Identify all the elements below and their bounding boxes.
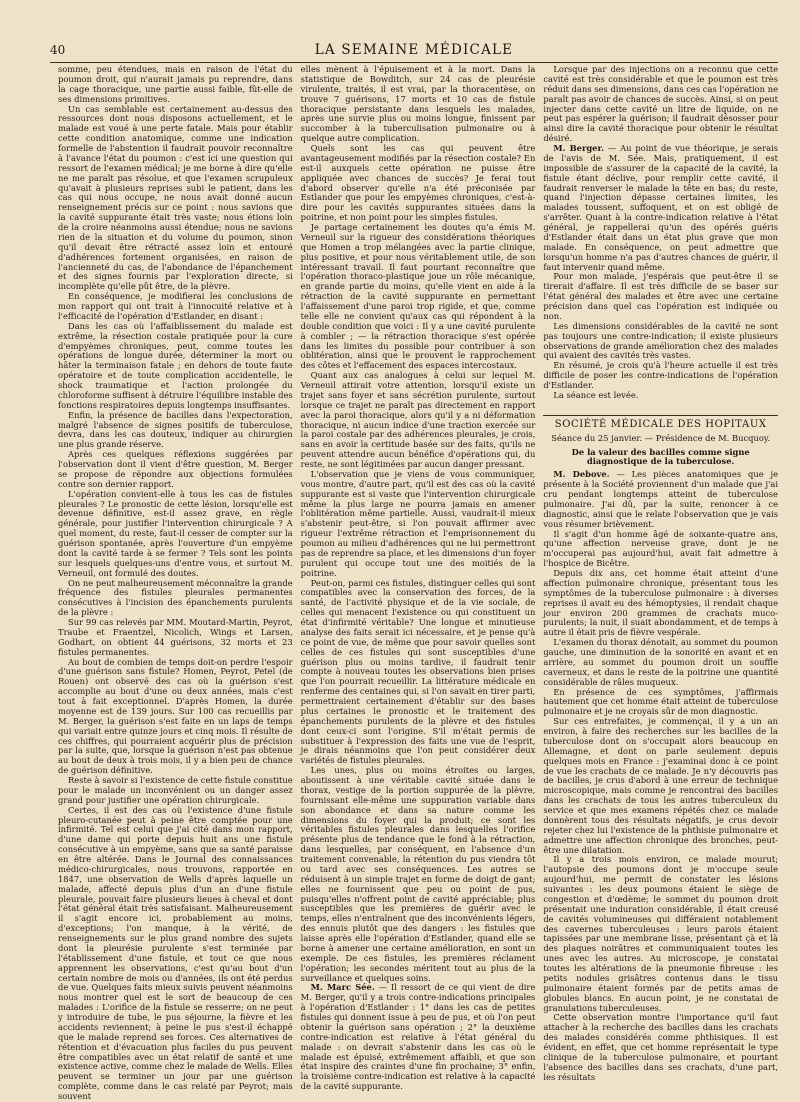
- speaker-paragraph: [301, 983, 536, 1092]
- paragraph: Je partage certainement les doutes qu'a émis M. Verneuil sur la rigueur des considérations théoriques que Homen a trop mélangées avec la partie clinique, plus positive, et pour nous véritablement utile, de son intéressant travail. Il faut pourtant reconnaître que l'opération thoraco-plastique joue un rôle mécanique, en grande partie du moins, qu'elle vient en aide à la rétraction de la cavité suppurante en permettant l'affaissement d'une paroi trop rigide, et que, comme telle elle ne convient qu'aux cas qui répondent à la double condition que voici : Il y a une cavité purulente à combler ; — la rétraction thoracique s'est opérée dans les limites du possible pour contribuer à son oblitération, ainsi que le prouvent le rapprochement des côtes et l'effacement des espaces intercostaux.: [300, 222, 536, 371]
- paragraph: Certes, il est des cas où l'existence d'une fistule pleuro-cutanée peut à peine être comptée pour une infirmité. Tel est celui que j'ai cité dans mon rapport, d'une dame qui porte depuis huit ans une fistule consécutive à un empyème, sans que sa santé paraisse en être altérée. Dans le Journal des connaissances médico-chirurgicales, nous trouvons, rapportée en 1847, une observation de Wells d'après laquelle un malade, affecté depuis plus d'un an d'une fistule pleurale, pouvait faire plusieurs lieues à cheval et dont l'état général était très satisfaisant. Malheureusement il s'agit encore ici, probablement au moins, d'exceptions; l'on manque, à la vérité, de renseignements sur le plus grand nombre des sujets dont la pleurésie purulente s'est terminée par l'établissement d'une fistule, et tout ce que nous apprennent les observations, c'est qu'au bout d'un certain nombre de mois ou d'années, ils ont été perdus de vue. Quelques faits mieux suivis peuvent néanmoins nous montrer quel est le sort de beaucoup de ces malades : L'orifice de la fistule se resserre; on ne peut y introduire de tube, le pus séjourne, la fièvre et les accidents reviennent; à peine le pus s'est-il échappé que le malade reprend ses forces. Ces alternatives de rétention et d'évacuation plus faciles du pus peuvent être compatibles avec un état relatif de santé et une existence active, comme chez le malade de Wells. Elles peuvent se terminer un jour par une guérison complète, comme dans le cas relaté par Peyrot; mais souvent: [58, 804, 293, 1101]
- paragraph: Depuis dix ans, cet homme était atteint d'une affection pulmonaire chronique, présentant tous les symptômes de la tuberculose pulmonaire : à diverses reprises il avait eu des hémoptysies, il rendait chaque jour environ 200 grammes de crachats muco-purulents; la nuit, il suait abondamment, et de temps à autre il était pris de fièvre vespérale.: [543, 568, 779, 638]
- paragraph: L'opération convient-elle à tous les cas de fistules pleurales ? Le pronostic de cette lésion, lorsqu'elle est devenue définitive, est-il assez grave, en règle générale, pour justifier l'intervention chirurgicale ? A quel moment, du reste, faut-il cesser de compter sur la guérison spontanée, après l'ouverture d'un empyème dont la cavité tarde à se fermer ? Tels sont les points sur lesquels quelques-uns d'entre vous, et surtout M. Verneuil, ont formulé des doutes.: [58, 488, 293, 578]
- paragraph: On ne peut malheureusement méconnaître la grande fréquence des fistules pleurales permanentes consécutives à l'incision des épanchements purulents de la plèvre :: [58, 577, 293, 618]
- paragraph: Un cas semblable est certainement au-dessus des ressources dont nous disposons actuellement, et le malade est voué à une perte fatale. Mais pour établir cette condition anatomique, comme une indication formelle de l'abstention il faudrait pouvoir reconnaître à l'avance l'état du poumon : c'est ici une question qui ressort de l'examen médical; je me borne à dire qu'elle ne me paraît pas résolue, et que l'examen scrupuleux qu'avait à plusieurs reprises subi le patient, dans les cas qui nous occupe, ne nous avait donné aucun renseignement précis sur ce point : nous savions que la cavité suppurante était très vaste; nous étions loin de la croire néanmoins aussi étendue; nous ne savions rien de la situation et du volume du poumon, sinon qu'il devait être rétracté assez loin et entouré d'adhérences fortement organisées, en raison de l'ancienneté du cas, de l'abondance de l'épanchement et des signes fournis par l'exploration directe, si incomplète qu'elle pût être, de la plèvre.: [58, 103, 293, 292]
- section-title: SOCIÉTÉ MÉDICALE DES HOPITAUX: [543, 415, 778, 430]
- paragraph: Quels sont les cas qui peuvent être avantageusement modifiés par la résection costale? En est-il auxquels cette opération ne puisse être appliquée avec chances de succès? Je ferai tout d'abord observer qu'elle n'a été préconisée par Estlander que pour les empyèmes chroniques, c'est-à-dire pour les cavités suppurantes situées dans la poitrine, et non point pour les simples fistules.: [300, 143, 536, 223]
- paragraph: Après ces quelques réflexions suggérées par l'observation dont il vient d'être question, M. Berger se propose de répondre aux objections formulées contre son dernier rapport.: [58, 449, 293, 489]
- speaker-text: — Il ressort de ce qui vient de dire M. Berger, qu'il y a trois contre-indications principales à l'opération d'Estlander : 1° dans les cas de petites fistules qui donnent issue à peu de pus, et où l'on peut obtenir la guérison sans opération ; 2° la deuxième contre-indication est relative à l'état général du malade : on devrait s'abstenir dans les cas où le malade est épuisé, extrêmement affaibli, et que son état inspire des craintes d'une fin prochaine; 3° enfin, la troisième contre-indication est relative à la capacité de la cavité suppurante.: [300, 982, 536, 1092]
- speaker-name: M. Marc Sée.: [310, 982, 375, 993]
- paragraph: L'observation que je viens de vous communiquer, vous montre, d'autre part, qu'il est des cas où la cavité suppurante est si vaste que l'intervention chirurgicale même la plus large ne pourra jamais en amener l'oblitération même partielle. Aussi, vaudrait-il mieux s'abstenir peut-être, si l'on pouvait affirmer avec rigueur l'extrême rétraction et l'emprisonnement du poumon au milieu d'adhérences qui ne lui permettront pas de reprendre sa place, et les dimensions d'un foyer purulent qui occupe tout une des moitiés de la poitrine.: [300, 468, 536, 578]
- paragraph: elles mènent à l'épuisement et à la mort. Dans la statistique de Bowditch, sur 24 cas de pleurésie virulente, traités, il est vrai, par la thoracentèse, on trouve 7 guérisons, 17 morts et 10 cas de fistule thoracique persistante dans lesquels les malades, après une survie plus ou moins longue, finissent par succomber à la tuberculisation pulmonaire ou à quelque autre complication.: [300, 64, 536, 144]
- column-1: [58, 64, 293, 1101]
- paragraph: Dans les cas où l'affaiblissement du malade est extrême, la résection costale pratiquée pour la cure d'empyèmes chroniques, peut, comme toutes les opérations de longue durée, déterminer la mort ou hâter la terminaison fatale ; en dehors de toute faute opératoire et de toute complication accidentelle, le shock traumatique et l'action prolongée du chloroforme suffisent à détruire l'équilibre instable des fonctions respiratoires depuis longtemps insuffisantes.: [58, 320, 293, 410]
- journal-title: LA SEMAINE MÉDICALE: [314, 42, 514, 58]
- paragraph: Cette observation montre l'importance qu'il faut attacher à la recherche des bacilles dans les crachats des malades considérés comme phthisiques. Il est évident, en effet, que cet homme représentait le type clinique de la tuberculose pulmonaire, et pourtant l'absence des bacilles dans ses crachats, d'une part, les résultats: [543, 1012, 779, 1082]
- paragraph: En présence de ces symptômes, j'affirmais hautement que cet homme était atteint de tuberculose pulmonaire et je ne croyais sûr de mon diagnostic.: [543, 686, 779, 717]
- speaker-paragraph: [543, 470, 778, 529]
- column-3: [543, 65, 778, 1081]
- paragraph: Il s'agit d'un homme âgé de soixante-quatre ans, qu'une affection nerveuse grave, dont je ne m'occuperai pas aujourd'hui, avait fait admettre à l'hospice de Bicêtre.: [543, 528, 779, 569]
- paragraph: Lorsque par des injections on a reconnu que cette cavité est très considérable et que le poumon est très réduit dans ses dimensions, dans ces cas l'opération ne paraît pas avoir de chances de succès. Ainsi, si on peut injecter dans cette cavité un litre de liquide, on ne peut pas espérer la guérison; il faudrait désosser pour ainsi dire la cavité thoracique pour obtenir le résultat désiré.: [543, 64, 779, 144]
- text-columns: [58, 64, 779, 1101]
- paragraph: La séance est levée.: [553, 389, 639, 400]
- speaker-text: — Les pièces anatomiques que je présente à la Société proviennent d'un malade que j'ai cru pendant longtemps atteint de tuberculose pulmonaire. J'ai dû, par la suite, renoncer à ce diagnostic, ainsi que le relate l'observation que je vais vous résumer brièvement.: [543, 469, 779, 529]
- paragraph: Les unes, plus ou moins étroites ou larges, aboutissent à une véritable cavité située dans le thorax, vestige de la portion suppurée de la plèvre, fournissant elle-même une suppuration variable dans son abondance et dans sa nature comme les dimensions du foyer qui la produit; ce sont les véritables fistules pleurales dans lesquelles l'orifice présente plus de tendance que le fond à la rétraction, dans lesquelles, par conséquent, en l'absence d'un traitement convenable, la rétention du pus viendra tôt ou tard avec ses conséquences. Les autres se réduisent à un simple trajet en forme de doigt de gant; elles ne fournissent que peu ou point de pus, puisqu'elles n'offrent point de cavité appréciable; plus susceptibles que les premières de guérir avec le temps, elles n'entraînent que des inconvénients légers, des ennuis plutôt que des dangers : les fistules que laisse après elle l'opération d'Estlander, quand elle se borne à amener une certaine amélioration, en sont un exemple. De ces fistules, les premières réclament l'opération; les secondes méritent tout au plus de la surveillance et quelques soins.: [300, 765, 536, 983]
- paragraph: Peut-on, parmi ces fistules, distinguer celles qui sont compatibles avec la conservation des forces, de la santé, de l'activité physique et de la vie sociale, de celles qui menacent l'existence ou qui constituent un état d'infirmité véritable? Une longue et minutieuse analyse des faits serait ici nécessaire, et je pense qu'à ce point de vue, de même que pour savoir quelles sont celles de ces fistules qui sont susceptibles d'une guérison plus ou moins tardive, il faudrait tenir compte à nouveau toutes les observations bien prises que l'on pourrait recueillir. La littérature médicale en renferme des centaines qui, si l'on savait en tirer parti, permettraient certainement d'établir sur des bases plus certaines le pronostic et le traitement des épanchements purulents de la plèvre et des fistules dont ceux-ci sont l'origine. S'il m'était permis de substituer à l'expression des faits une vue de l'esprit, je dirais néanmoins que l'on peut considérer deux variétés de fistules pleurales.: [300, 577, 536, 766]
- article-subheading: De la valeur des bacilles comme signe diagnostique de la tuberculose.: [571, 446, 750, 467]
- column-2: [300, 64, 536, 1092]
- paragraph: Enfin, la présence de bacilles dans l'expectoration, malgré l'absence de signes positifs de tuberculose, devra, dans les cas douteux, indiquer au chirurgien une plus grande réserve.: [58, 409, 293, 450]
- paragraph: Reste à savoir si l'existence de cette fistule constitue pour le malade un inconvénient ou un danger assez grand pour justifier une opération chirurgicale.: [58, 775, 293, 805]
- session-line: Séance du 25 janvier. — Présidence de M. Bucquoy.: [551, 432, 771, 443]
- running-header: [50, 40, 778, 63]
- paragraph: Il y a trois mois environ, ce malade mourut; l'autopsie des poumons dont je m'occupe seule aujourd'hui, me permit de constater les lésions suivantes : les deux poumons étaient le siège de congestion et d'œdème; le sommet du poumon droit présentait une induration considérable, il était creusé de cavités volumineuses qui différaient notablement des cavernes tuberculeuses : leurs parois étaient tapissées par une membrane lisse, présentant çà et là des plaques noirâtres et communiquaient toutes les unes avec les autres. Au microscope, je constatai toutes les altérations de la pneumonie fibreuse : les petits nodules grisâtres contenus dans le tissu pulmonaire étaient formés par de petits amas de globules blancs. En aucun point, je ne constatai de granulations tuberculeuses.: [543, 854, 779, 1013]
- speaker-text: — Au point de vue théorique, je serais de l'avis de M. Sée. Mais, pratiquement, il est impossible de s'assurer de la capacité de la cavité, la fistule étant déclive, pour remplir cette cavité, il faudrait renverser le malade la tête en bas; du reste, quand l'injection dépasse certaines limites, les malades toussent, suffoquent, et on est obligé de s'arrêter. Quant à la contre-indication relative à l'état général, je rappellerai qu'un des opérés guéris d'Estlander était dans un état plus grave que mon malade. En conséquence, on peut admettre que lorsqu'un homme n'a pas d'autres chances de guérir, il faut intervenir quand même.: [543, 143, 779, 272]
- speaker-name: M. Berger.: [553, 143, 605, 153]
- speaker-name: M. Debove.: [553, 469, 610, 480]
- paragraph: Pour mon malade, j'espérais que peut-être il se tirerait d'affaire. Il est très difficile de se baser sur l'état général des malades et être avec une certaine précision dans quel cas l'opération est indiquée ou non.: [543, 271, 779, 321]
- page-number: 40: [50, 43, 66, 57]
- paragraph: Les dimensions considérables de la cavité ne sont pas toujours une contre-indication; il existe plusieurs observations de grande amélioration chez des malades qui avaient des cavités très vastes.: [543, 320, 779, 361]
- paragraph: En conséquence, je modifierai les conclusions de mon rapport qui ont trait à l'innocuité relative et à l'efficacité de l'opération d'Estlander, en disant :: [58, 291, 293, 321]
- paragraph: L'examen du thorax dénotait, au sommet du poumon gauche, une diminution de la sonorité en avant et en arrière, au sommet du poumon droit un souffle caverneux, et dans le reste de la poitrine une quantité considérable de râles muqueux.: [543, 637, 779, 687]
- paragraph: En résumé, je crois qu'à l'heure actuelle il est très difficile de poser les contre-indications de l'opération d'Estlander.: [543, 360, 779, 390]
- paragraph: Sur 99 cas relevés par MM. Moutard-Martin, Peyrot, Traube et Fraentzel, Nicolich, Wings et Larsen, Godhart, on obtient 44 guérisons, 32 morts et 23 fistules permanentes.: [58, 617, 293, 657]
- paragraph: Au bout de combien de temps doit-on perdre l'espoir d'une guérison sans fistule? Homen, Peyrot, Petel (de Rouen) ont observé des cas où la guérison s'est accomplie au bout d'une ou deux années, mais c'est tout à fait exceptionnel. D'après Homen, la durée moyenne est de 139 jours. Sur 100 cas recueillis par M. Berger, la guérison s'est faite en un laps de temps qui variait entre quinze jours et cinq mois. Il résulte de ces chiffres, qui pourraient acquérir plus de précision par la suite, que, lorsque la guérison n'est pas obtenue au bout de deux à trois mois, il y a bien peu de chance de guérison définitive.: [58, 656, 293, 776]
- speaker-paragraph: [543, 144, 778, 272]
- paragraph: Sur ces entrefaites, je commençai, il y a un an environ, à faire des recherches sur les bacilles de la tuberculose dont on s'occupait alors beaucoup en Allemagne, et dont on parle seulement depuis quelques mois en France : j'examinai donc à ce point de vue les crachats de ce malade. Je n'y découvris pas de bacilles, je crus d'abord à une erreur de technique microscopique, mais comme je rencontrai des bacilles dans les crachats de tous les autres tuberculeux du service et que mes examens répétés chez ce malade donnèrent tous des résultats négatifs, je crus devoir rejeter chez lui l'existence de la phthisie pulmonaire et admettre une affection chronique des bronches, peut-être une dilatation.: [543, 716, 779, 855]
- paragraph: somme, peu étendues, mais en raison de l'état du poumon droit, qui n'aurait jamais pu reprendre, dans la cage thoracique, une partie aussi faible, fût-elle de ses dimensions primitives.: [58, 64, 293, 104]
- paragraph: Quant aux cas analogues à celui sur lequel M. Verneuil attirait votre attention, lorsqu'il existe un trajet sans foyer et sans sécrétion purulente, surtout lorsque ce trajet ne paraît pas directement en rapport avec la paroi thoracique, alors qu'il y a ni déformation thoracique, ni aucun indice d'une traction exercée sur la paroi costale par des adhérences pleurales, je crois, sans en avoir la certitude basée sur des faits, qu'ils ne peuvent attendre aucun bénéfice d'opérations qui, du reste, ne sont légitimées par aucun danger pressant.: [300, 370, 536, 469]
